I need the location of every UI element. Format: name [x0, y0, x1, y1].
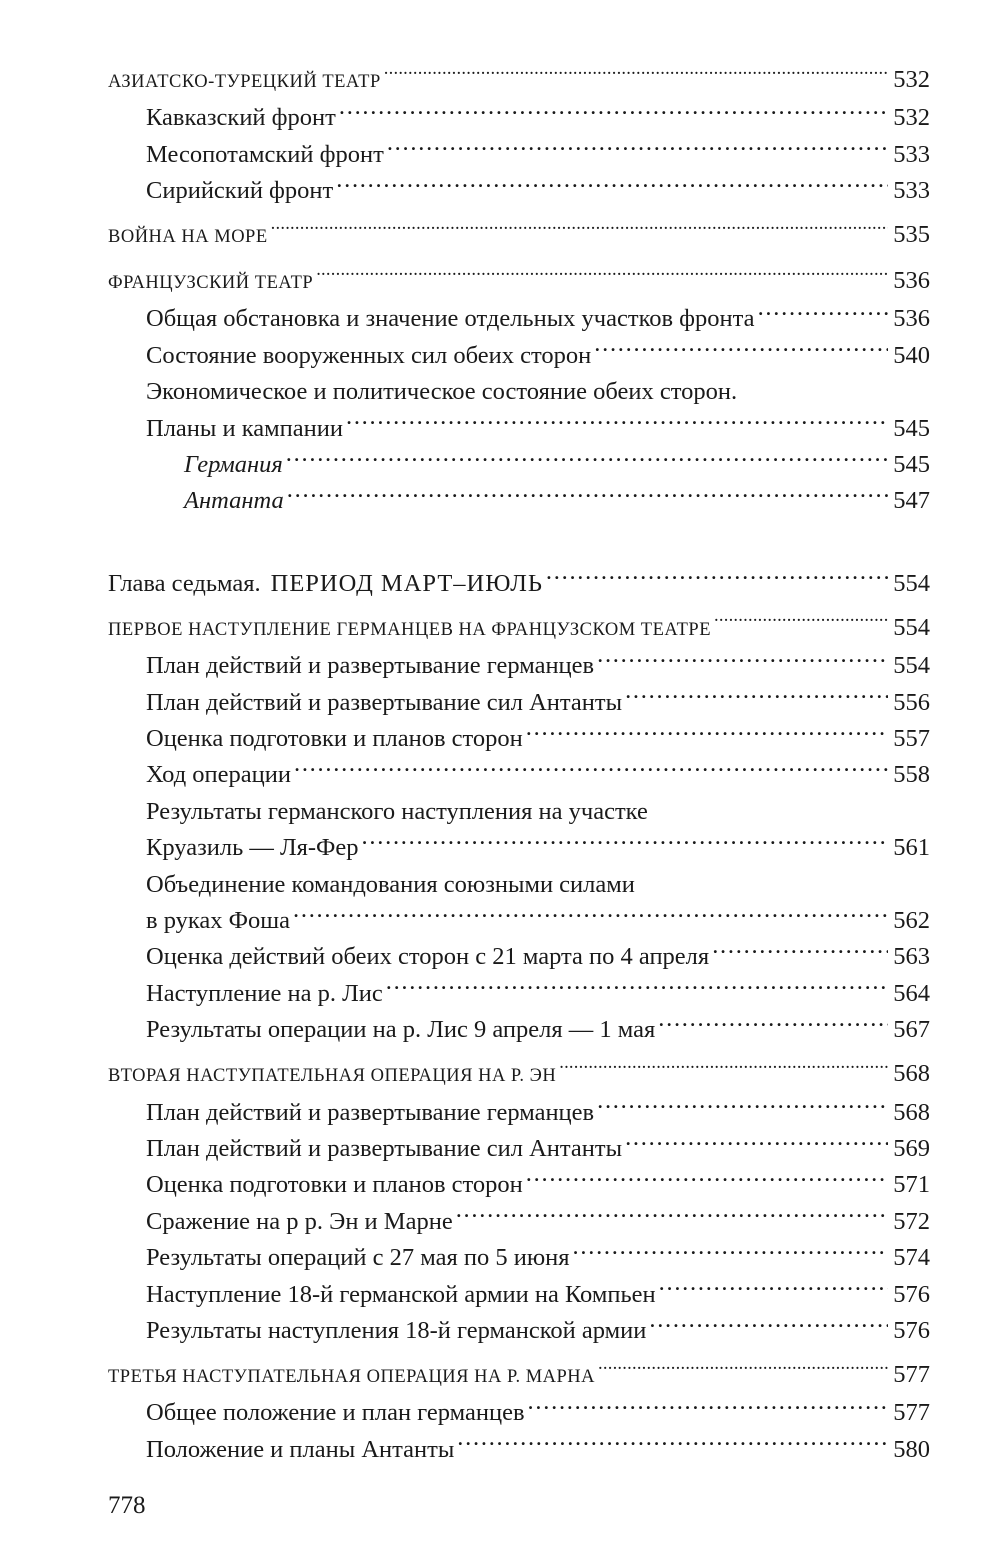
leader-dots	[597, 1095, 888, 1120]
toc-section-heading[interactable]	[108, 263, 930, 301]
toc-entry[interactable]	[108, 757, 930, 793]
toc-entry-continued[interactable]	[108, 794, 930, 830]
leader-dots	[712, 940, 888, 965]
toc-page-number: 545	[893, 451, 930, 479]
section-gap	[108, 1349, 930, 1357]
toc-entry-label: План действий и развертывание германцев	[146, 652, 595, 680]
toc-section-heading[interactable]	[108, 1056, 930, 1094]
section-gap	[108, 1049, 930, 1057]
toc-heading-label: ПЕРВОЕ НАСТУПЛЕНИЕ ГЕРМАНЦЕВ НА ФРАНЦУЗСКОМ ТЕАТРЕ	[108, 619, 712, 640]
toc-page-number: 577	[893, 1399, 930, 1427]
toc-entry[interactable]	[108, 100, 930, 136]
toc-entry[interactable]	[108, 1432, 930, 1468]
leader-dots	[526, 1168, 888, 1193]
toc-section-heading[interactable]	[108, 62, 930, 100]
toc-chapter-heading[interactable]	[108, 566, 930, 602]
toc-section-heading[interactable]	[108, 610, 930, 648]
toc-entry[interactable]	[108, 301, 930, 337]
toc-entry[interactable]	[108, 830, 930, 866]
toc-entry[interactable]	[108, 1313, 930, 1349]
toc-entry[interactable]	[108, 721, 930, 757]
toc-entry-continued[interactable]	[108, 374, 930, 410]
leader-dots	[758, 302, 888, 327]
toc-page-number: 535	[893, 221, 930, 249]
leader-dots	[649, 1314, 888, 1339]
leader-dots	[659, 1277, 888, 1302]
toc-page-number: 574	[893, 1244, 930, 1272]
toc-entry-label: Оценка подготовки и планов сторон	[146, 1171, 523, 1199]
toc-entry[interactable]	[108, 1131, 930, 1167]
leader-dots	[456, 1204, 888, 1229]
toc-page-number: 562	[893, 907, 930, 935]
toc-page-number: 540	[893, 341, 930, 369]
toc-entry[interactable]	[108, 173, 930, 209]
leader-dots	[573, 1241, 888, 1266]
toc-page-number: 556	[893, 688, 930, 716]
toc-page-number: 572	[893, 1207, 930, 1235]
leader-dots	[457, 1432, 888, 1457]
toc-page-number: 533	[893, 140, 930, 168]
toc-heading-label: ТРЕТЬЯ НАСТУПАТЕЛЬНАЯ ОПЕРАЦИЯ НА Р. МАРНА	[108, 1366, 596, 1387]
toc-entry-label: План действий и развертывание сил Антанты	[146, 688, 623, 716]
toc-entry-label: Сирийский фронт	[146, 177, 334, 205]
toc-entry-label: Ход операции	[146, 761, 291, 789]
toc-page-number: 568	[893, 1098, 930, 1126]
toc-entry-label: Экономическое и политическое состояние обеих сторон.	[146, 378, 738, 406]
toc-page-number: 568	[893, 1060, 930, 1088]
chapter-label	[108, 566, 543, 602]
leader-dots	[625, 1131, 888, 1156]
toc-page-number: 580	[893, 1435, 930, 1463]
leader-dots	[286, 448, 888, 473]
toc-entry[interactable]	[108, 1395, 930, 1431]
toc-page-number: 533	[893, 177, 930, 205]
toc-entry-label: Оценка подготовки и планов сторон	[146, 725, 523, 752]
toc-page-number: 569	[893, 1134, 930, 1162]
leader-dots	[387, 137, 888, 162]
chapter-title: ПЕРИОД МАРТ–ИЮЛЬ	[270, 569, 543, 597]
section-gap	[108, 256, 930, 264]
leader-dots	[287, 484, 888, 509]
toc-page-number: 545	[893, 414, 930, 442]
toc-entry[interactable]	[108, 411, 930, 447]
toc-page-number: 558	[893, 761, 930, 789]
toc-entry-label: Положение и планы Антанты	[146, 1435, 455, 1463]
toc-entry[interactable]	[108, 1095, 930, 1131]
leader-dots	[598, 1363, 888, 1382]
leader-dots	[293, 904, 888, 929]
chapter-prefix: Глава седьмая.	[108, 569, 261, 597]
toc-entry[interactable]	[108, 903, 930, 939]
toc-subentry[interactable]	[108, 483, 930, 519]
toc-page-number: 561	[893, 834, 930, 862]
leader-dots	[714, 616, 888, 635]
toc-entry[interactable]	[108, 685, 930, 721]
toc-heading-label: ВТОРАЯ НАСТУПАТЕЛЬНАЯ ОПЕРАЦИЯ НА Р. ЭН	[108, 1066, 557, 1087]
toc-entry-label: в руках Фоша	[146, 907, 290, 935]
leader-dots	[594, 338, 888, 363]
toc-heading-label: ВОЙНА НА МОРЕ	[108, 227, 268, 248]
toc-page-number: 576	[893, 1280, 930, 1308]
toc-entry-label: Месопотамский фронт	[146, 140, 384, 168]
toc-page-number: 576	[893, 1317, 930, 1344]
leader-dots	[528, 1396, 888, 1421]
leader-dots	[526, 722, 888, 747]
chapter-gap	[108, 520, 930, 566]
toc-page-number: 577	[893, 1360, 930, 1388]
toc-entry-label: Объединение командования союзными силами	[146, 870, 635, 898]
leader-dots	[316, 270, 888, 289]
page-folio-number: 778	[108, 1492, 146, 1519]
toc-entry[interactable]	[108, 1204, 930, 1240]
toc-page-number: 536	[893, 305, 930, 333]
toc-entry-label: Сражение на р р. Эн и Марне	[146, 1207, 453, 1235]
toc-section-heading[interactable]	[108, 217, 930, 255]
leader-dots	[346, 411, 888, 436]
toc-page-number: 536	[893, 267, 930, 295]
toc-entry[interactable]	[108, 939, 930, 975]
toc-page-number: 532	[893, 104, 930, 132]
toc-entry-continued[interactable]	[108, 867, 930, 903]
toc-entry[interactable]	[108, 648, 930, 684]
toc-entry-label: Результаты германского наступления на участке	[146, 797, 648, 825]
toc-page-number: 567	[893, 1016, 930, 1044]
toc-entry-label: План действий и развертывание сил Антанты	[146, 1134, 623, 1162]
toc-entry[interactable]	[108, 1012, 930, 1048]
toc-entry-label: Общая обстановка и значение отдельных участков фронта	[146, 305, 755, 333]
toc-heading-label: АЗИАТСКО-ТУРЕЦКИЙ ТЕАТР	[108, 72, 381, 92]
leader-spacer	[658, 1013, 888, 1038]
toc-page-number: 554	[893, 613, 930, 641]
toc-page-number: 532	[893, 66, 930, 93]
toc-entry[interactable]	[108, 1240, 930, 1276]
leader-dots	[336, 174, 888, 199]
toc-entry-label: Оценка действий обеих сторон с 21 марта по 4 апреля	[146, 943, 710, 971]
toc-entry-label: Общее положение и план германцев	[146, 1399, 525, 1427]
toc-heading-label: ФРАНЦУЗСКИЙ ТЕАТР	[108, 273, 314, 294]
toc-entry-label: Результаты операций с 27 мая по 5 июня	[146, 1244, 570, 1272]
toc-page-number: 564	[893, 979, 930, 1007]
toc-entry-label: Состояние вооруженных сил обеих сторон	[146, 341, 592, 369]
toc-entry[interactable]	[108, 976, 930, 1012]
toc-entry[interactable]	[108, 338, 930, 374]
leader-dots	[559, 1063, 888, 1082]
section-gap	[108, 602, 930, 610]
toc-page-number: 554	[893, 652, 930, 680]
leader-dots	[384, 69, 888, 88]
leader-dots	[294, 758, 888, 783]
leader-dots	[546, 566, 888, 591]
leader-dots	[362, 831, 888, 856]
toc-subentry[interactable]	[108, 447, 930, 483]
toc-entry-label: План действий и развертывание германцев	[146, 1098, 595, 1126]
leader-dots	[339, 101, 888, 126]
toc-entry[interactable]	[108, 1277, 930, 1313]
toc-page	[108, 62, 930, 1468]
toc-entry-label: Результаты операции на р. Лис 9 апреля — 1 мая	[146, 1016, 656, 1044]
toc-page-number: 571	[893, 1171, 930, 1199]
toc-page-number: 554	[893, 569, 930, 597]
toc-section-heading[interactable]	[108, 1357, 930, 1395]
toc-page-number: 557	[893, 725, 930, 752]
toc-page-number: 547	[893, 487, 930, 515]
leader-dots	[597, 649, 888, 674]
section-gap	[108, 210, 930, 218]
toc-entry-label: Наступление на р. Лис	[146, 979, 383, 1007]
toc-entry-label: Кавказский фронт	[146, 104, 336, 132]
toc-subentry-label: Германия	[184, 451, 283, 479]
toc-page-number: 563	[893, 943, 930, 971]
leader-dots	[386, 976, 888, 1001]
toc-entry-label: Результаты наступления 18-й германской армии	[146, 1317, 647, 1344]
toc-entry[interactable]	[108, 137, 930, 173]
toc-entry-label: Круазиль — Ля-Фер	[146, 834, 359, 862]
toc-entry[interactable]	[108, 1167, 930, 1203]
toc-subentry-label: Антанта	[184, 487, 284, 515]
toc-entry-label: Планы и кампании	[146, 414, 343, 442]
leader-dots	[625, 685, 888, 710]
leader-dots	[271, 224, 888, 243]
toc-entry-label: Наступление 18-й германской армии на Компьен	[146, 1280, 656, 1308]
